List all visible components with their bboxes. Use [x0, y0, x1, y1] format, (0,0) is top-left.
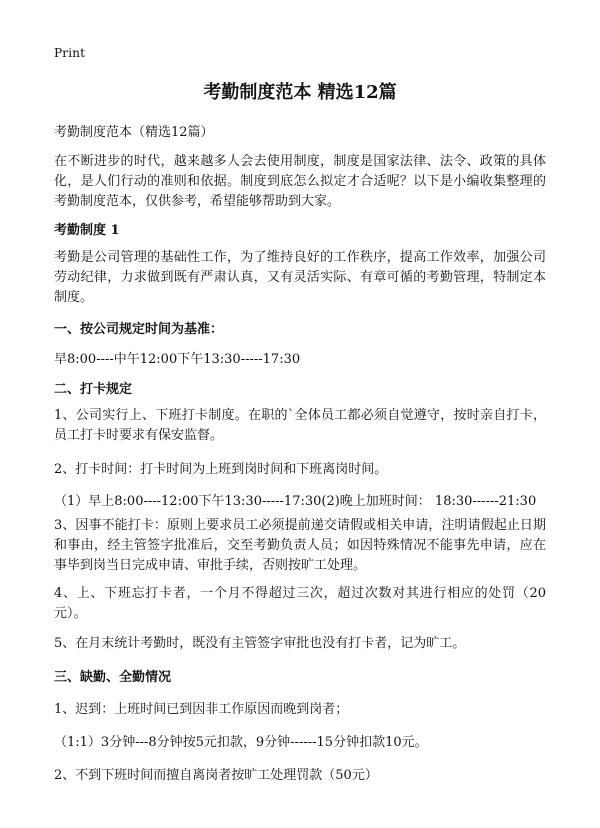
clock-rule-3: 3、因事不能打卡：原则上要求员工必须提前递交请假或相关申请，注明请假起止日期和事由，经主管签字批准后，交至考勤负责人员；如因特殊情况不能事先申请，应在事毕到岗当日完成申请、审批手续，否则按旷工处理。	[54, 518, 546, 573]
attendance-rule-1: 1、迟到：上班时间已到因非工作原因而晚到岗者；	[54, 702, 349, 717]
clock-rule-5: 5、在月末统计考勤时，既没有主管签字审批也没有打卡者，记为旷工。	[54, 636, 466, 651]
clock-rules-heading: 二、打卡规定	[54, 382, 133, 397]
clock-rule-2: 2、打卡时间：打卡时间为上班到岗时间和下班离岗时间。	[54, 462, 388, 477]
attendance-rule-2: 2、不到下班时间而擅自离岗者按旷工处理罚款（50元）	[54, 768, 378, 783]
attendance-heading: 三、缺勤、全勤情况	[54, 670, 172, 685]
clock-rule-2-detail: （1）早上8:00----12:00下午13:30-----17:30(2)晚上加班时间： 18:30------21:30	[54, 494, 537, 509]
section-intro-paragraph: 考勤是公司管理的基础性工作，为了维持良好的工作秩序，提高工作效率，加强公司劳动纪律，力求做到既有严肃认真，又有灵活实际、有章可循的考勤管理，特制定本制度。	[54, 250, 546, 305]
work-hours-text: 早8:00----中午12:00下午13:30-----17:30	[54, 352, 301, 367]
clock-rule-1: 1、公司实行上、下班打卡制度。在职的`全体员工都必须自觉遵守，按时亲自打卡，员工打卡时要求有保安监督。	[54, 408, 546, 443]
intro-paragraph: 在不断进步的时代，越来越多人会去使用制度，制度是国家法律、法令、政策的具体化，是人们行动的准则和依据。制度到底怎么拟定才合适呢？以下是小编收集整理的考勤制度范本，仅供参考，希望能够帮助到大家。	[54, 154, 546, 209]
print-label[interactable]: Print	[54, 46, 86, 60]
document-title: 考勤制度范本 精选12篇	[203, 82, 397, 103]
document-subtitle: 考勤制度范本（精选12篇）	[54, 125, 214, 140]
section-heading: 考勤制度 1	[54, 223, 120, 238]
work-hours-heading: 一、按公司规定时间为基准：	[54, 322, 224, 337]
clock-rule-4: 4、上、下班忘打卡者，一个月不得超过三次，超过次数对其进行相应的处罚（20元）。	[54, 586, 546, 621]
attendance-rule-1-detail: （1:1）3分钟---8分钟按5元扣款，9分钟------15分钟扣款10元。	[54, 735, 428, 750]
